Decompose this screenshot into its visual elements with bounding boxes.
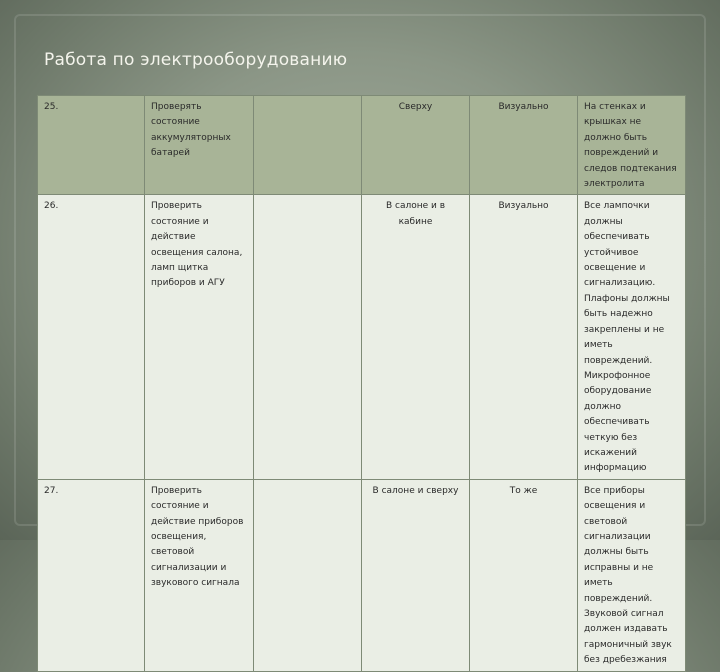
operation-cell: Проверить состояние и действие освещения салона, ламп щитка приборов и АГУ <box>145 195 254 479</box>
operation-cell: Проверять состояние аккумуляторных батарей <box>145 96 254 195</box>
row-number: 27. <box>38 479 145 671</box>
method-cell: Визуально <box>470 96 578 195</box>
table-row <box>38 479 686 671</box>
method-cell: То же <box>470 479 578 671</box>
slide-title: Работа по электрооборудованию <box>44 50 348 70</box>
requirement-cell: Все лампочки должны обеспечивать устойчивое освещение и сигнализацию. Плафоны должны быть надежно закреплены и не иметь повреждений. Микрофонное оборудование должно обеспечивать четкую без искажений информацию <box>578 195 686 479</box>
place-cell: В салоне и в кабине <box>362 195 470 479</box>
requirement-cell: Все приборы освещения и световой сигнализации должны быть исправны и не иметь повреждений. Звуковой сигнал должен издавать гармоничный звук без дребезжания <box>578 479 686 671</box>
blank-cell <box>254 195 362 479</box>
blank-cell <box>254 96 362 195</box>
method-cell: Визуально <box>470 195 578 479</box>
table-row <box>38 96 686 195</box>
row-number: 25. <box>38 96 145 195</box>
table-row <box>38 195 686 479</box>
place-cell: В салоне и сверху <box>362 479 470 671</box>
blank-cell <box>254 479 362 671</box>
maintenance-table <box>37 95 686 672</box>
operation-cell: Проверить состояние и действие приборов освещения, световой сигнализации и звукового сигнала <box>145 479 254 671</box>
requirement-cell: На стенках и крышках не должно быть повреждений и следов подтекания электролита <box>578 96 686 195</box>
place-cell: Сверху <box>362 96 470 195</box>
row-number: 26. <box>38 195 145 479</box>
